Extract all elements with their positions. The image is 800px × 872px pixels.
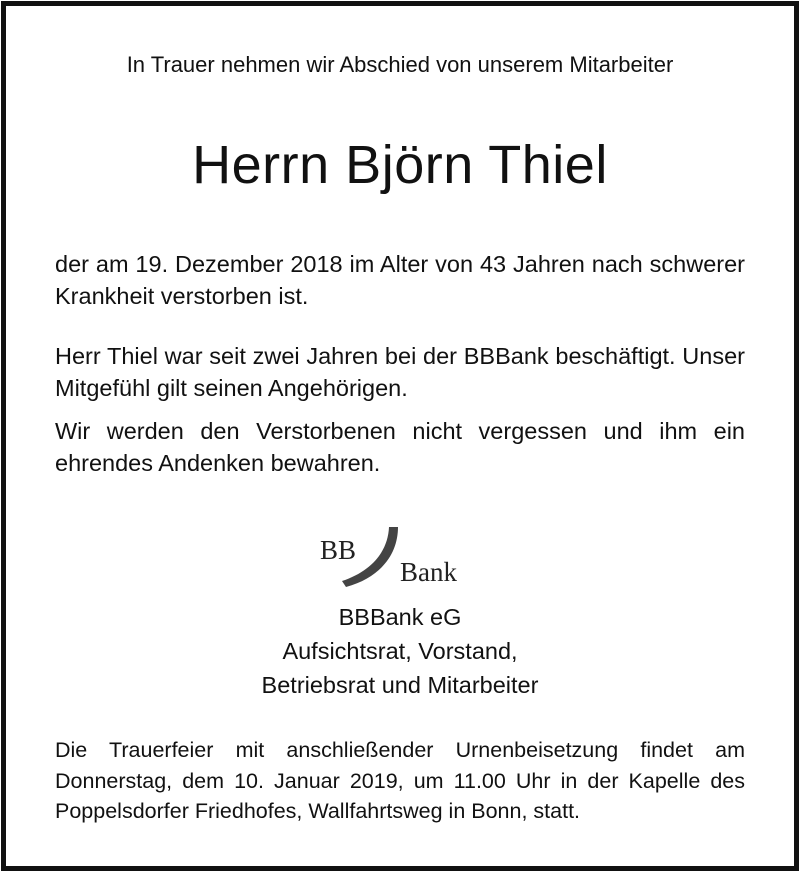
signature-line-company: BBBank eG bbox=[338, 604, 462, 630]
paragraph-death-date: der am 19. Dezember 2018 im Alter von 43 Jahren nach schwerer Krankheit verstorben ist. bbox=[55, 251, 745, 309]
signature-block bbox=[40, 600, 760, 702]
deceased-name: Herrn Björn Thiel bbox=[192, 135, 608, 195]
paragraph-remembrance: Wir werden den Verstorbenen nicht vergessen und ihm ein ehrendes Andenken bewahren. bbox=[55, 418, 745, 476]
logo-text-bb: BB bbox=[320, 535, 357, 565]
bbbank-logo-graphic bbox=[318, 525, 488, 590]
paragraph-employment: Herr Thiel war seit zwei Jahren bei der BBBank beschäftigt. Unser Mitgefühl gilt seinen Angehörigen. bbox=[55, 343, 745, 401]
bbbank-logo bbox=[318, 525, 488, 590]
funeral-notice: Die Trauerfeier mit anschließender Urnenbeisetzung findet am Donnerstag, dem 10. Januar 2019, um 11.00 Uhr in der Kapelle des Poppelsdorfer Friedhofes, Wallfahrtsweg in Bonn, statt. bbox=[55, 738, 745, 823]
intro-line: In Trauer nehmen wir Abschied von unserem Mitarbeiter bbox=[126, 52, 674, 77]
signature-line-staff: Betriebsrat und Mitarbeiter bbox=[261, 672, 539, 698]
signature-line-boards: Aufsichtsrat, Vorstand, bbox=[282, 638, 518, 664]
logo-text-bank: Bank bbox=[400, 557, 457, 587]
